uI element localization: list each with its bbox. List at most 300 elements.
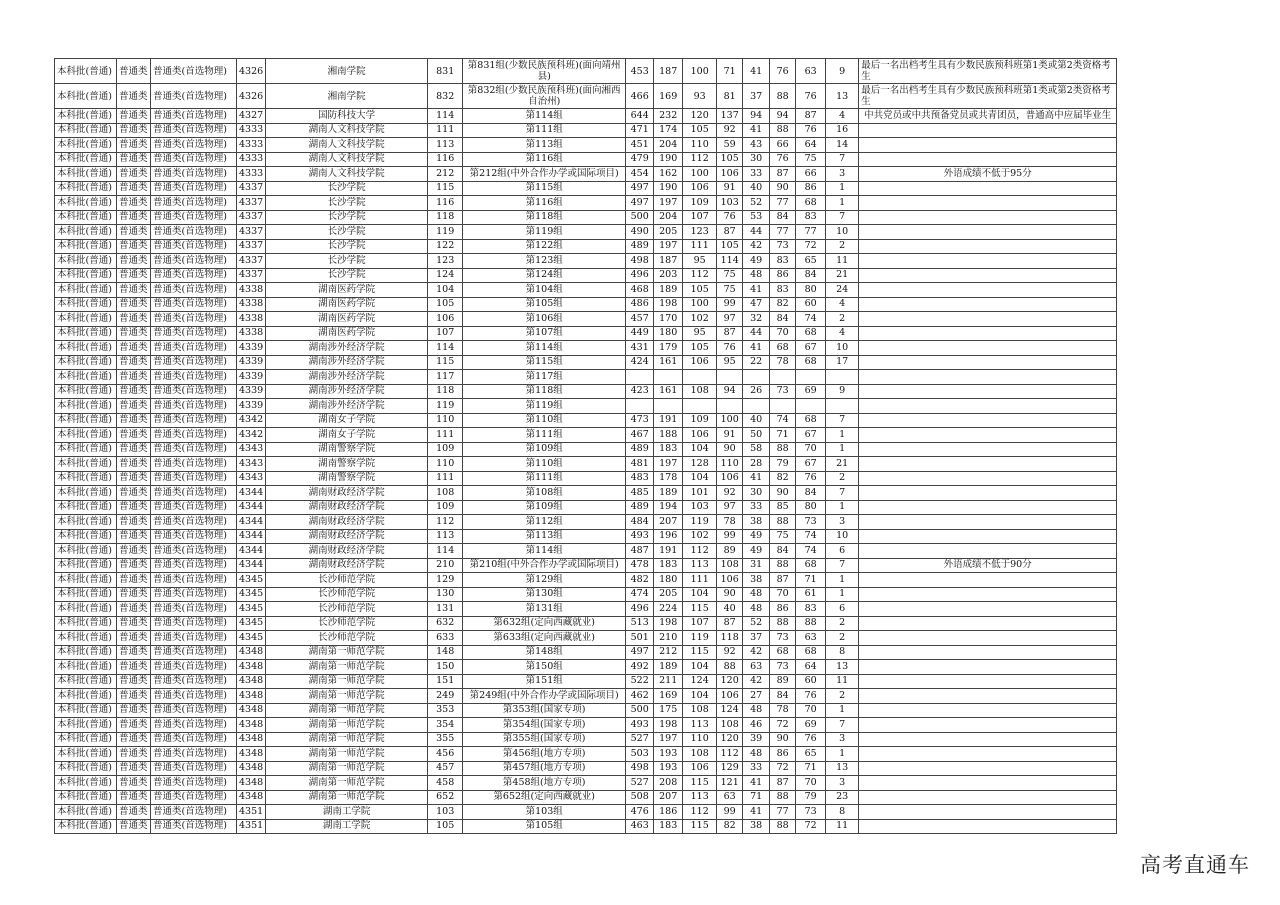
cell-group-code: 114 — [428, 544, 463, 559]
cell-group-code: 105 — [428, 297, 463, 312]
cell-rank-bracket: 4 — [826, 297, 859, 312]
cell-subject-type: 普通类(首选物理) — [151, 326, 237, 341]
cell-group-name: 第131组 — [463, 602, 626, 617]
cell-batch: 本科批(普通) — [55, 718, 117, 733]
cell-group-code: 129 — [428, 573, 463, 588]
cell-school-code: 4343 — [237, 442, 266, 457]
cell-group-name: 第354组(国家专项) — [463, 718, 626, 733]
cell-remark — [859, 732, 1117, 747]
cell-remark — [859, 500, 1117, 515]
cell-batch: 本科批(普通) — [55, 819, 117, 834]
cell-group-name: 第633组(定向西藏就业) — [463, 631, 626, 646]
cell-school-code: 4345 — [237, 587, 266, 602]
cell-subject-type: 普通类(首选物理) — [151, 471, 237, 486]
cell-foreign-lang: 111 — [683, 239, 717, 254]
cell-rank-bracket: 17 — [826, 355, 859, 370]
cell-group-code: 249 — [428, 689, 463, 704]
cell-second-subject — [743, 370, 770, 385]
table-row — [55, 326, 1117, 341]
cell-category: 普通类 — [117, 181, 151, 196]
cell-group-code: 105 — [428, 819, 463, 834]
cell-rank-bracket: 6 — [826, 602, 859, 617]
cell-chinese-math: 174 — [654, 123, 683, 138]
cell-group-name: 第114组 — [463, 341, 626, 356]
cell-foreign-lang: 105 — [683, 283, 717, 298]
cell-rank-bracket: 2 — [826, 689, 859, 704]
cell-fourth-subject: 77 — [796, 225, 826, 240]
cell-rank-bracket: 10 — [826, 225, 859, 240]
cell-second-subject: 33 — [743, 761, 770, 776]
cell-fourth-subject: 68 — [796, 196, 826, 211]
cell-group-name: 第210组(中外合作办学或国际项目) — [463, 558, 626, 573]
cell-foreign-lang: 113 — [683, 790, 717, 805]
cell-second-subject: 49 — [743, 254, 770, 269]
cell-fourth-subject: 76 — [796, 123, 826, 138]
cell-second-subject: 41 — [743, 471, 770, 486]
cell-school-code: 4344 — [237, 529, 266, 544]
cell-remark — [859, 152, 1117, 167]
cell-category: 普通类 — [117, 225, 151, 240]
cell-third-subject: 88 — [770, 442, 796, 457]
cell-third-subject: 70 — [770, 326, 796, 341]
table-row — [55, 500, 1117, 515]
cell-category: 普通类 — [117, 805, 151, 820]
cell-subject-type: 普通类(首选物理) — [151, 225, 237, 240]
cell-batch: 本科批(普通) — [55, 515, 117, 530]
cell-remark — [859, 776, 1117, 791]
cell-fourth-subject: 76 — [796, 84, 826, 109]
cell-group-code: 148 — [428, 645, 463, 660]
cell-category: 普通类 — [117, 326, 151, 341]
cell-total-score: 476 — [626, 805, 654, 820]
cell-school-name: 湖南财政经济学院 — [266, 544, 428, 559]
cell-second-subject: 33 — [743, 500, 770, 515]
cell-school-name: 湖南财政经济学院 — [266, 500, 428, 515]
cell-foreign-lang: 109 — [683, 413, 717, 428]
cell-rank-bracket — [826, 370, 859, 385]
cell-fourth-subject: 67 — [796, 428, 826, 443]
cell-chinese-math: 188 — [654, 428, 683, 443]
cell-school-code: 4333 — [237, 152, 266, 167]
cell-school-name: 湖南人文科技学院 — [266, 167, 428, 182]
cell-total-score: 424 — [626, 355, 654, 370]
cell-school-code: 4344 — [237, 500, 266, 515]
cell-remark — [859, 442, 1117, 457]
cell-school-code: 4344 — [237, 544, 266, 559]
cell-school-name: 长沙学院 — [266, 268, 428, 283]
cell-batch: 本科批(普通) — [55, 341, 117, 356]
cell-foreign-lang: 103 — [683, 500, 717, 515]
cell-subject-type: 普通类(首选物理) — [151, 616, 237, 631]
cell-group-code: 119 — [428, 399, 463, 414]
cell-second-subject: 42 — [743, 239, 770, 254]
cell-school-name: 湖南财政经济学院 — [266, 515, 428, 530]
cell-school-name: 湖南医药学院 — [266, 297, 428, 312]
cell-chinese-math: 193 — [654, 747, 683, 762]
table-row — [55, 123, 1117, 138]
cell-school-code: 4343 — [237, 457, 266, 472]
cell-remark — [859, 196, 1117, 211]
cell-chinese-math: 194 — [654, 500, 683, 515]
cell-group-name: 第212组(中外合作办学或国际项目) — [463, 167, 626, 182]
cell-third-subject: 73 — [770, 660, 796, 675]
table-row — [55, 59, 1117, 84]
cell-batch: 本科批(普通) — [55, 761, 117, 776]
cell-chinese-math: 170 — [654, 312, 683, 327]
cell-rank-bracket: 1 — [826, 500, 859, 515]
cell-school-name: 湖南警察学院 — [266, 471, 428, 486]
cell-school-name: 湖南涉外经济学院 — [266, 370, 428, 385]
cell-subject-type: 普通类(首选物理) — [151, 210, 237, 225]
cell-group-name: 第110组 — [463, 413, 626, 428]
cell-batch: 本科批(普通) — [55, 457, 117, 472]
cell-foreign-lang: 106 — [683, 355, 717, 370]
cell-subject-type: 普通类(首选物理) — [151, 268, 237, 283]
cell-group-code: 113 — [428, 529, 463, 544]
cell-batch: 本科批(普通) — [55, 529, 117, 544]
cell-chinese-math: 183 — [654, 442, 683, 457]
cell-group-name: 第123组 — [463, 254, 626, 269]
cell-first-subject: 114 — [717, 254, 743, 269]
cell-total-score: 508 — [626, 790, 654, 805]
cell-first-subject: 81 — [717, 84, 743, 109]
cell-foreign-lang: 93 — [683, 84, 717, 109]
table-row — [55, 138, 1117, 153]
cell-school-name: 湖南医药学院 — [266, 326, 428, 341]
cell-second-subject: 37 — [743, 631, 770, 646]
cell-rank-bracket: 3 — [826, 776, 859, 791]
cell-subject-type: 普通类(首选物理) — [151, 602, 237, 617]
cell-group-name: 第106组 — [463, 312, 626, 327]
cell-total-score: 493 — [626, 718, 654, 733]
table-row — [55, 457, 1117, 472]
cell-third-subject: 88 — [770, 84, 796, 109]
cell-second-subject: 41 — [743, 776, 770, 791]
cell-fourth-subject: 68 — [796, 355, 826, 370]
cell-second-subject: 30 — [743, 486, 770, 501]
table-row — [55, 399, 1117, 414]
cell-first-subject: 105 — [717, 152, 743, 167]
cell-group-code: 457 — [428, 761, 463, 776]
cell-category: 普通类 — [117, 616, 151, 631]
cell-chinese-math: 204 — [654, 210, 683, 225]
cell-chinese-math: 197 — [654, 239, 683, 254]
cell-batch: 本科批(普通) — [55, 747, 117, 762]
cell-school-code: 4342 — [237, 413, 266, 428]
cell-foreign-lang: 113 — [683, 558, 717, 573]
cell-group-name: 第107组 — [463, 326, 626, 341]
cell-remark — [859, 370, 1117, 385]
cell-remark — [859, 631, 1117, 646]
cell-total-score: 431 — [626, 341, 654, 356]
cell-subject-type: 普通类(首选物理) — [151, 674, 237, 689]
cell-first-subject: 129 — [717, 761, 743, 776]
cell-foreign-lang — [683, 399, 717, 414]
cell-category: 普通类 — [117, 718, 151, 733]
cell-total-score: 454 — [626, 167, 654, 182]
cell-fourth-subject: 80 — [796, 283, 826, 298]
cell-fourth-subject — [796, 399, 826, 414]
cell-category: 普通类 — [117, 529, 151, 544]
cell-chinese-math: 198 — [654, 616, 683, 631]
cell-total-score: 527 — [626, 776, 654, 791]
cell-foreign-lang: 110 — [683, 732, 717, 747]
cell-category: 普通类 — [117, 776, 151, 791]
cell-subject-type: 普通类(首选物理) — [151, 152, 237, 167]
cell-remark — [859, 486, 1117, 501]
cell-group-code: 103 — [428, 805, 463, 820]
cell-group-code: 123 — [428, 254, 463, 269]
cell-third-subject: 88 — [770, 819, 796, 834]
cell-category: 普通类 — [117, 355, 151, 370]
cell-fourth-subject: 86 — [796, 181, 826, 196]
cell-category: 普通类 — [117, 239, 151, 254]
cell-category: 普通类 — [117, 341, 151, 356]
cell-fourth-subject: 84 — [796, 486, 826, 501]
cell-school-name: 长沙学院 — [266, 239, 428, 254]
cell-remark — [859, 747, 1117, 762]
cell-group-code: 118 — [428, 384, 463, 399]
cell-school-code: 4339 — [237, 384, 266, 399]
cell-school-code: 4344 — [237, 486, 266, 501]
cell-second-subject: 48 — [743, 703, 770, 718]
cell-category: 普通类 — [117, 370, 151, 385]
cell-subject-type: 普通类(首选物理) — [151, 573, 237, 588]
cell-remark — [859, 283, 1117, 298]
cell-chinese-math: 189 — [654, 486, 683, 501]
cell-school-name: 湖南第一师范学院 — [266, 689, 428, 704]
table-row — [55, 573, 1117, 588]
cell-group-code: 104 — [428, 283, 463, 298]
cell-batch: 本科批(普通) — [55, 326, 117, 341]
cell-subject-type: 普通类(首选物理) — [151, 515, 237, 530]
cell-remark — [859, 355, 1117, 370]
cell-remark: 外语成绩不低于90分 — [859, 558, 1117, 573]
cell-group-name: 第124组 — [463, 268, 626, 283]
cell-school-name: 湖南第一师范学院 — [266, 747, 428, 762]
cell-subject-type: 普通类(首选物理) — [151, 355, 237, 370]
cell-subject-type: 普通类(首选物理) — [151, 703, 237, 718]
cell-school-code: 4345 — [237, 631, 266, 646]
cell-foreign-lang: 106 — [683, 181, 717, 196]
cell-foreign-lang: 104 — [683, 442, 717, 457]
cell-batch: 本科批(普通) — [55, 312, 117, 327]
cell-total-score: 644 — [626, 109, 654, 124]
cell-batch: 本科批(普通) — [55, 84, 117, 109]
cell-chinese-math: 162 — [654, 167, 683, 182]
cell-rank-bracket: 7 — [826, 152, 859, 167]
cell-fourth-subject: 68 — [796, 326, 826, 341]
cell-foreign-lang: 101 — [683, 486, 717, 501]
cell-third-subject: 87 — [770, 573, 796, 588]
cell-second-subject: 33 — [743, 167, 770, 182]
cell-school-code: 4337 — [237, 196, 266, 211]
cell-school-code: 4337 — [237, 239, 266, 254]
cell-foreign-lang: 107 — [683, 210, 717, 225]
cell-foreign-lang: 105 — [683, 341, 717, 356]
cell-total-score: 451 — [626, 138, 654, 153]
cell-group-code: 151 — [428, 674, 463, 689]
cell-third-subject — [770, 370, 796, 385]
cell-foreign-lang: 112 — [683, 152, 717, 167]
cell-total-score: 478 — [626, 558, 654, 573]
cell-total-score: 522 — [626, 674, 654, 689]
cell-remark — [859, 326, 1117, 341]
cell-batch: 本科批(普通) — [55, 790, 117, 805]
cell-batch: 本科批(普通) — [55, 776, 117, 791]
table-row — [55, 645, 1117, 660]
cell-remark — [859, 529, 1117, 544]
cell-first-subject: 106 — [717, 471, 743, 486]
cell-third-subject: 88 — [770, 123, 796, 138]
cell-foreign-lang: 115 — [683, 645, 717, 660]
cell-school-code: 4343 — [237, 471, 266, 486]
cell-school-name: 湖南女子学院 — [266, 413, 428, 428]
cell-fourth-subject: 72 — [796, 239, 826, 254]
cell-group-name: 第109组 — [463, 500, 626, 515]
cell-category: 普通类 — [117, 761, 151, 776]
cell-group-name: 第116组 — [463, 196, 626, 211]
cell-second-subject: 58 — [743, 442, 770, 457]
cell-foreign-lang: 112 — [683, 805, 717, 820]
cell-fourth-subject: 79 — [796, 790, 826, 805]
table-row — [55, 84, 1117, 109]
cell-total-score: 492 — [626, 660, 654, 675]
cell-third-subject: 85 — [770, 500, 796, 515]
cell-foreign-lang: 100 — [683, 167, 717, 182]
cell-group-code: 652 — [428, 790, 463, 805]
cell-foreign-lang: 109 — [683, 196, 717, 211]
cell-group-name: 第105组 — [463, 297, 626, 312]
cell-batch: 本科批(普通) — [55, 123, 117, 138]
cell-total-score — [626, 399, 654, 414]
cell-subject-type: 普通类(首选物理) — [151, 529, 237, 544]
cell-second-subject: 39 — [743, 732, 770, 747]
cell-second-subject: 94 — [743, 109, 770, 124]
table-row — [55, 210, 1117, 225]
table-row — [55, 819, 1117, 834]
cell-total-score: 482 — [626, 573, 654, 588]
cell-school-code: 4342 — [237, 428, 266, 443]
cell-fourth-subject: 84 — [796, 268, 826, 283]
cell-remark: 中共党员或中共预备党员或共青团员，普通高中应届毕业生 — [859, 109, 1117, 124]
cell-remark — [859, 471, 1117, 486]
cell-chinese-math: 196 — [654, 529, 683, 544]
cell-category: 普通类 — [117, 486, 151, 501]
cell-third-subject: 86 — [770, 747, 796, 762]
cell-school-code: 4337 — [237, 210, 266, 225]
cell-third-subject: 76 — [770, 152, 796, 167]
cell-category: 普通类 — [117, 471, 151, 486]
cell-third-subject: 78 — [770, 703, 796, 718]
table-row — [55, 602, 1117, 617]
cell-subject-type: 普通类(首选物理) — [151, 384, 237, 399]
cell-school-code: 4345 — [237, 602, 266, 617]
cell-chinese-math: 169 — [654, 84, 683, 109]
cell-group-code: 131 — [428, 602, 463, 617]
cell-chinese-math: 193 — [654, 761, 683, 776]
cell-second-subject: 41 — [743, 59, 770, 84]
cell-total-score: 468 — [626, 283, 654, 298]
table-row — [55, 515, 1117, 530]
cell-foreign-lang: 104 — [683, 471, 717, 486]
cell-second-subject: 38 — [743, 573, 770, 588]
cell-remark — [859, 819, 1117, 834]
cell-total-score: 467 — [626, 428, 654, 443]
cell-rank-bracket: 11 — [826, 819, 859, 834]
cell-remark — [859, 312, 1117, 327]
cell-batch: 本科批(普通) — [55, 544, 117, 559]
cell-remark — [859, 428, 1117, 443]
cell-subject-type: 普通类(首选物理) — [151, 587, 237, 602]
cell-foreign-lang: 115 — [683, 819, 717, 834]
cell-school-name: 长沙师范学院 — [266, 631, 428, 646]
cell-first-subject: 87 — [717, 326, 743, 341]
cell-category: 普通类 — [117, 573, 151, 588]
cell-subject-type: 普通类(首选物理) — [151, 544, 237, 559]
cell-third-subject: 72 — [770, 761, 796, 776]
cell-remark — [859, 718, 1117, 733]
cell-third-subject: 90 — [770, 486, 796, 501]
cell-remark — [859, 587, 1117, 602]
cell-subject-type: 普通类(首选物理) — [151, 109, 237, 124]
table-row — [55, 732, 1117, 747]
cell-fourth-subject: 73 — [796, 805, 826, 820]
cell-subject-type: 普通类(首选物理) — [151, 486, 237, 501]
cell-chinese-math: 161 — [654, 355, 683, 370]
cell-third-subject: 72 — [770, 718, 796, 733]
cell-batch: 本科批(普通) — [55, 59, 117, 84]
cell-group-name: 第148组 — [463, 645, 626, 660]
cell-chinese-math: 187 — [654, 254, 683, 269]
table-row — [55, 413, 1117, 428]
cell-category: 普通类 — [117, 384, 151, 399]
cell-fourth-subject: 83 — [796, 602, 826, 617]
cell-total-score: 489 — [626, 442, 654, 457]
cell-school-name: 湖南第一师范学院 — [266, 703, 428, 718]
cell-subject-type: 普通类(首选物理) — [151, 747, 237, 762]
cell-category: 普通类 — [117, 558, 151, 573]
cell-second-subject: 22 — [743, 355, 770, 370]
cell-school-name: 湖南医药学院 — [266, 283, 428, 298]
cell-fourth-subject: 71 — [796, 761, 826, 776]
cell-school-name: 湖南人文科技学院 — [266, 138, 428, 153]
cell-third-subject: 76 — [770, 59, 796, 84]
cell-total-score: 497 — [626, 181, 654, 196]
cell-foreign-lang: 110 — [683, 138, 717, 153]
cell-fourth-subject: 60 — [796, 674, 826, 689]
cell-group-name: 第108组 — [463, 486, 626, 501]
cell-group-code: 111 — [428, 123, 463, 138]
cell-remark — [859, 645, 1117, 660]
cell-school-code: 4348 — [237, 761, 266, 776]
table-row — [55, 616, 1117, 631]
table-row — [55, 428, 1117, 443]
cell-category: 普通类 — [117, 500, 151, 515]
cell-third-subject: 82 — [770, 471, 796, 486]
cell-group-code: 110 — [428, 413, 463, 428]
cell-first-subject: 106 — [717, 573, 743, 588]
cell-chinese-math: 180 — [654, 573, 683, 588]
cell-total-score: 474 — [626, 587, 654, 602]
cell-batch: 本科批(普通) — [55, 703, 117, 718]
cell-school-name: 长沙学院 — [266, 225, 428, 240]
cell-second-subject: 48 — [743, 747, 770, 762]
cell-rank-bracket: 1 — [826, 181, 859, 196]
cell-first-subject: 92 — [717, 645, 743, 660]
cell-remark: 最后一名出档考生具有少数民族预科班第1类或第2类资格考生 — [859, 59, 1117, 84]
cell-group-name: 第652组(定向西藏就业) — [463, 790, 626, 805]
